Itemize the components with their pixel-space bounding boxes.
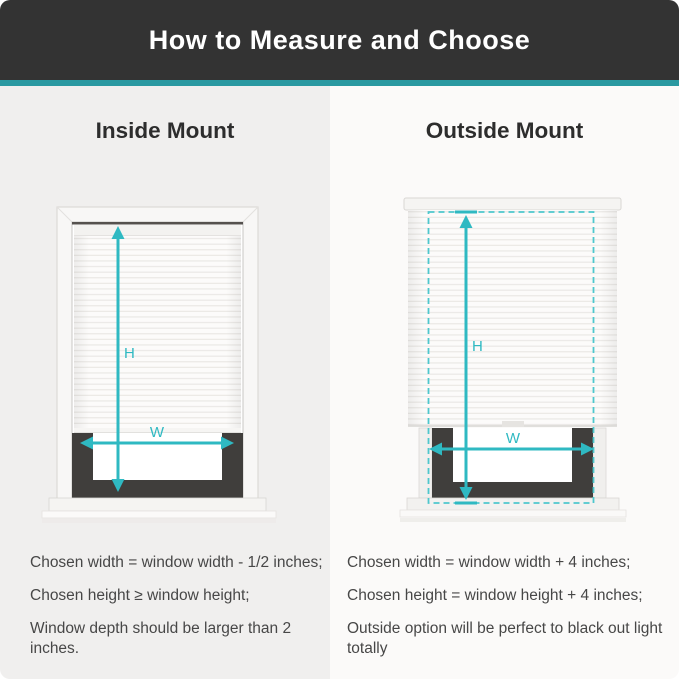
header-bar bbox=[0, 0, 679, 80]
inside-mount-panel bbox=[0, 86, 330, 679]
outside-mount-window-diagram bbox=[390, 190, 640, 530]
cellular-shade bbox=[404, 198, 621, 427]
inside-mount-window-diagram bbox=[37, 200, 282, 530]
cellular-shade bbox=[74, 225, 241, 433]
inside-mount-heading: Inside Mount bbox=[95, 118, 235, 143]
outside-mount-heading: Outside Mount bbox=[425, 118, 584, 143]
note-line: Chosen width = window width + 4 inches; bbox=[347, 554, 631, 571]
height-label: H bbox=[124, 345, 135, 362]
window-sill bbox=[400, 498, 626, 522]
width-label: W bbox=[149, 424, 165, 441]
window-sill bbox=[42, 498, 276, 523]
outside-mount-notes bbox=[347, 553, 679, 672]
note-line: Chosen height = window height + 4 inches; bbox=[347, 587, 643, 604]
page-title: How to Measure and Choose bbox=[148, 24, 531, 55]
note-line: Window depth should be larger than 2 inches. bbox=[30, 620, 292, 657]
width-label: W bbox=[505, 430, 521, 447]
inside-mount-notes bbox=[30, 553, 330, 672]
note-line: Chosen height ≥ window height; bbox=[30, 587, 250, 604]
height-label: H bbox=[472, 338, 483, 355]
note-line: Outside option will be perfect to black out light totally bbox=[347, 620, 663, 657]
note-line: Chosen width = window width - 1/2 inches; bbox=[30, 554, 323, 571]
outside-mount-panel bbox=[330, 86, 679, 679]
two-column-layout bbox=[0, 86, 679, 679]
